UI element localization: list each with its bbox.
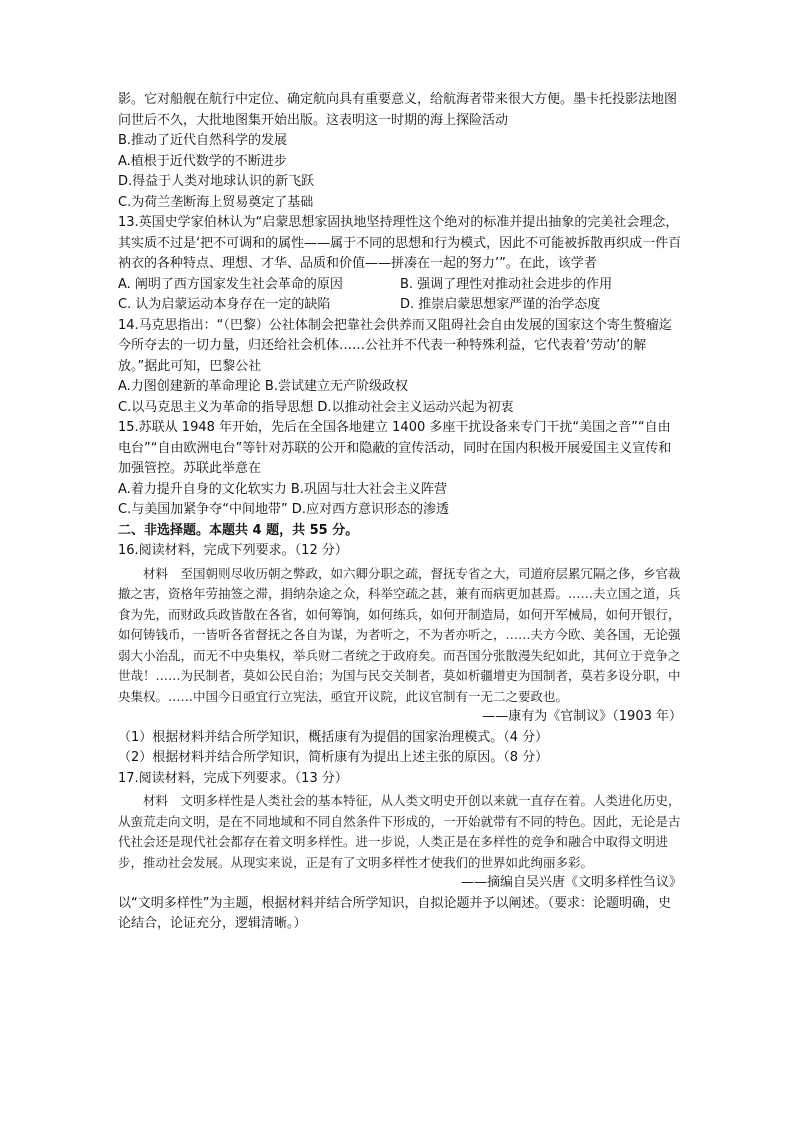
q12-option-c: C.为荷兰垄断海上贸易奠定了基础 <box>118 194 314 210</box>
q15-options-row2: C.与美国加紧争夺“中间地带” D.应对西方意识形态的渗透 <box>118 502 449 517</box>
q12-option-d: D.得益于人类对地球认识的新飞跃 <box>118 174 315 189</box>
q14-stem: 14.马克思指出：“（巴黎）公社体制会把靠社会供养而又阻碍社会自由发展的国家这个寄生赘瘤迄今所夺去的一切力量，归还给社会机体……公社并不代表一种特殊利益，它代表着‘劳动’的解放。”据此可知，巴黎公社 <box>118 317 672 374</box>
q13-stem: 13.英国史学家伯林认为“启蒙思想家固执地坚持理性这个绝对的标准并提出抽象的完美社会理念，其实质不过是‘把不可调和的属性——属于不同的思想和行为模式，因此不可能被拆散再织成一件百衲衣的各种特点、理想、才华、品质和价值——拼凑在一起的努力’”。在此，该学者 <box>118 215 682 271</box>
q12-option-a: A.植根于近代数学的不断进步 <box>118 153 287 169</box>
q14-options-row2: C.以马克思主义为革命的指导思想 D.以推动社会主义运动兴起为初衷 <box>118 399 514 415</box>
q13-options-row1 <box>118 275 682 296</box>
q16-material: 材料 至国朝则尽收历朝之弊政，如六卿分职之疏，督抚专省之大，司道府层累冗隔之侈，乡官裁撤之害，资格年劳抽签之滞，捐纳杂途之众，科举空疏之甚，兼有而病更加甚焉。……夫立国之道，兵食为先，而财政兵政皆散在各省，如何筹饷，如何练兵，如何开制造局，如何开军械局，如何开银行，如何铸钱币，一皆听各省督抚之各自为谋，为者听之，不为者亦听之，……夫方今欧、美各国，无论强弱大小治乱，而无不中央集权，举兵财二者统之于政府矣。而吾国分张散漫失纪如此，其何立于竞争之世哉！……为民制者，莫如公民自治；为国与民交关制者，莫如析疆增吏为国制者，莫若多设分职，中央集权。……中国今日亟宜行立宪法，亟宜开议院，此议官制有一无二之要政也。 <box>118 565 681 704</box>
q17-stem: 17.阅读材料，完成下列要求。（13 分） <box>118 770 348 786</box>
q17-material: 材料 文明多样性是人类社会的基本特征，从人类文明史开创以来就一直存在着。人类进化历史，从蛮荒走向文明，是在不同地域和不同自然条件下形成的，一开始就带有不同的特色。因此，无论是古代社会还是现代社会都存在着文明多样性。进一步说，人类正是在多样性的竞争和融合中取得文明进步，推动社会发展。从现实来说，正是有了文明多样性才使我们的世界如此绚丽多彩。 <box>118 793 681 870</box>
q17-task: 以“文明多样性”为主题，根据材料并结合所学知识，自拟论题并予以阐述。（要求：论题明确，史论结合，论证充分，逻辑清晰。） <box>118 895 671 931</box>
q13-option-c: C. 认为启蒙运动本身存在一定的缺陷 <box>118 297 331 312</box>
q13-option-a: A. 阐明了西方国家发生社会革命的原因 <box>118 276 343 292</box>
q16-requirement-2: （2）根据材料并结合所学知识，简析康有为提出上述主张的原因。（8 分） <box>118 750 549 765</box>
q17-source: ——摘编自吴兴唐《文明多样性刍议》 <box>460 875 682 890</box>
section-heading: 二、非选择题。本题共 4 题，共 55 分。 <box>118 522 359 538</box>
q16-source: ——康有为《官制议》（1903 年） <box>482 709 682 724</box>
q16-stem: 16.阅读材料，完成下列要求。（12 分） <box>118 543 348 558</box>
q13-option-d: D. 推崇启蒙思想家严谨的治学态度 <box>400 297 601 312</box>
q15-options-row1: A.着力提升自身的文化软实力 B.巩固与壮大社会主义阵营 <box>118 481 447 497</box>
q12-option-b: B.推动了近代自然科学的发展 <box>118 133 288 148</box>
q15-stem: 15.苏联从 1948 年开始，先后在全国各地建立 1400 多座干扰设备来专门干扰“美国之音”“自由电台”“自由欧洲电台”等针对苏联的公开和隐蔽的宣传活动，同时在国内积极开展爱国主义宣传和加强管控。苏联此举意在 <box>118 420 672 476</box>
exam-page <box>118 90 682 935</box>
q13-option-b: B. 强调了理性对推动社会进步的作用 <box>400 276 613 292</box>
q12-stem-end: 影。它对船舰在航行中定位、确定航向具有重要意义，给航海者带来很大方便。墨卡托投影法地图问世后不久，大批地图集开始出版。这表明这一时期的海上探险活动 <box>118 92 678 128</box>
q16-requirement-1: （1）根据材料并结合所学知识，概括康有为提倡的国家治理模式。（4 分） <box>118 729 549 745</box>
q13-options-row2 <box>118 295 682 316</box>
q14-options-row1: A.力图创建新的革命理论 B.尝试建立无产阶级政权 <box>118 379 408 394</box>
